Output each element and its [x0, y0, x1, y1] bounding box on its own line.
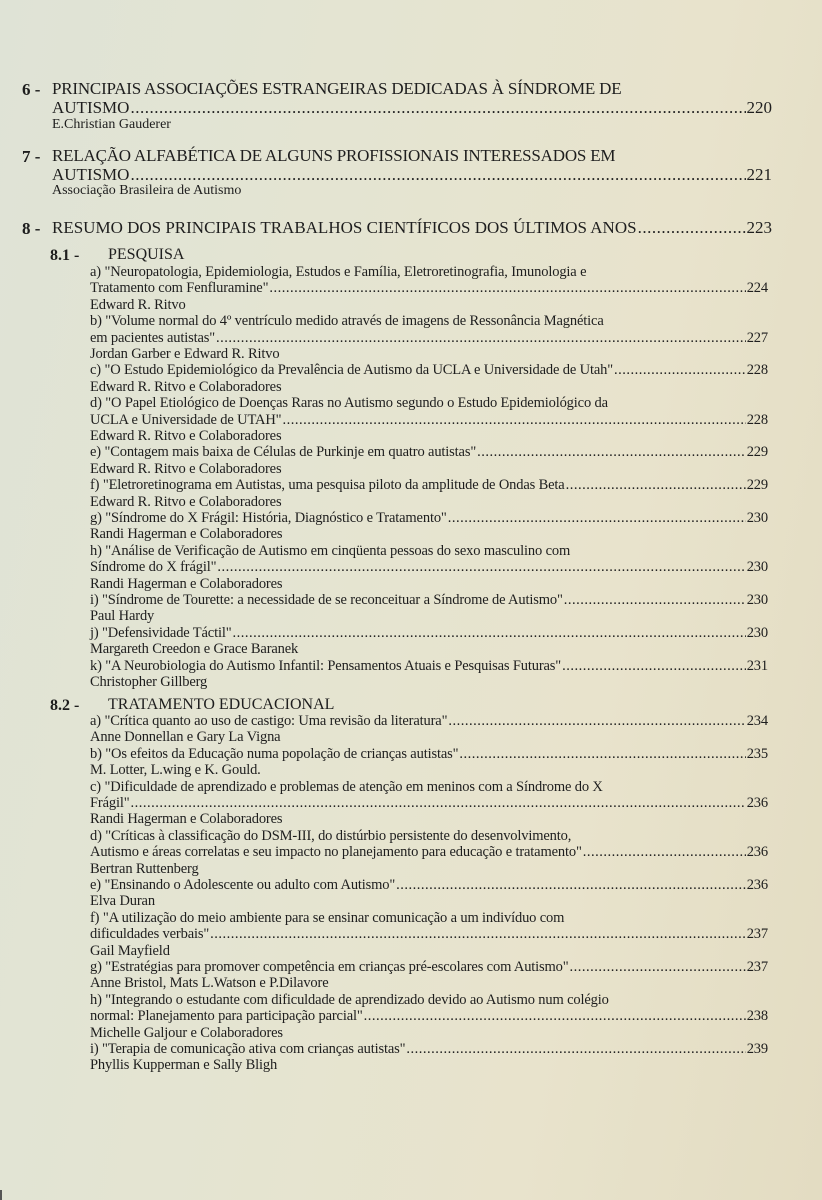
section-author: Associação Brasileira de Autismo	[52, 183, 242, 198]
item-title-leader: Frágil" ..... 236	[90, 795, 768, 812]
page-number: 227	[746, 329, 768, 346]
page-number: 237	[746, 926, 768, 943]
item-author: Phyllis Kupperman e Sally Bligh	[90, 1057, 278, 1074]
page-number: 223	[746, 218, 772, 237]
page-number: 221	[746, 165, 772, 184]
page-edge-mark	[0, 1190, 2, 1200]
item-author: Edward R. Ritvo e Colaboradores	[90, 460, 282, 477]
item-title-line: c) "Dificuldade de aprendizado e problemas de atenção em meninos com a Síndrome do X	[90, 778, 603, 795]
section-title-leader: AUTISMO ..... 221	[52, 165, 772, 185]
item-author: Edward R. Ritvo e Colaboradores	[90, 493, 282, 510]
dot-leader	[396, 877, 746, 894]
item-title-leader: Tratamento com Fenfluramine" ..... 224	[90, 280, 768, 297]
item-title-line: d) "Críticas à classificação do DSM-III, do distúrbio persistente do desenvolvimento,	[90, 827, 572, 844]
dot-leader	[583, 844, 746, 861]
subsection-number: 8.1 -	[50, 247, 80, 264]
dot-leader	[570, 959, 746, 976]
item-author: Michelle Galjour e Colaboradores	[90, 1024, 283, 1041]
item-author: Randi Hagerman e Colaboradores	[90, 575, 283, 592]
dot-leader	[564, 592, 746, 609]
item-title-leader: normal: Planejamento para participação parcial" ..... 238	[90, 1008, 768, 1025]
item-author: Christopher Gillberg	[90, 674, 208, 690]
page-number: 235	[746, 745, 768, 762]
dot-leader	[210, 926, 746, 943]
item-author: Edward R. Ritvo e Colaboradores	[90, 428, 282, 444]
item-title-leader: e) "Contagem mais baixa de Células de Purkinje em quatro autistas" ..... 229	[90, 444, 768, 461]
page-number: 229	[746, 444, 768, 461]
section-number: 6 -	[22, 80, 41, 99]
item-title-line: a) "Neuropatologia, Epidemiologia, Estudos e Família, Eletroretinografia, Imunologia e	[90, 264, 587, 280]
item-author: Edward R. Ritvo	[90, 296, 186, 313]
page-number: 234	[746, 713, 768, 729]
page-number: 239	[746, 1041, 768, 1057]
section-title: PRINCIPAIS ASSOCIAÇÕES ESTRANGEIRAS DEDICADAS À SÍNDROME DE	[52, 79, 622, 98]
item-author: Margareth Creedon e Grace Baranek	[90, 641, 299, 658]
dot-leader	[130, 165, 745, 185]
page-number: 230	[746, 510, 768, 526]
item-title-line: h) "Integrando o estudante com dificuldade de aprendizado devido ao Autismo num colégio	[90, 991, 609, 1008]
section-title: RELAÇÃO ALFABÉTICA DE ALGUNS PROFISSIONAIS INTERESSADOS EM	[52, 146, 616, 165]
item-title-line: f) "A utilização do meio ambiente para se ensinar comunicação a um indivíduo com	[90, 909, 565, 926]
page-number: 236	[746, 795, 768, 811]
item-title-line: b) "Volume normal do 4º ventrículo medido através de imagens de Ressonância Magnética	[90, 313, 604, 330]
section-title-leader: RESUMO DOS PRINCIPAIS TRABALHOS CIENTÍFICOS DOS ÚLTIMOS ANOS ..... 223	[52, 218, 772, 238]
dot-leader	[566, 477, 746, 494]
subsection-number: 8.2 -	[50, 697, 80, 714]
item-title-line: h) "Análise de Verificação de Autismo em cinqüenta pessoas do sexo masculino com	[90, 542, 571, 559]
dot-leader	[282, 412, 745, 429]
page-number: 229	[746, 477, 768, 494]
item-author: Randi Hagerman e Colaboradores	[90, 811, 283, 828]
dot-leader	[406, 1041, 745, 1058]
item-title-leader: j) "Defensividade Táctil" ..... 230	[90, 625, 768, 642]
item-title-leader: em pacientes autistas" ..... 227	[90, 330, 768, 347]
item-author: Elva Duran	[90, 893, 155, 910]
section-number: 8 -	[22, 219, 41, 238]
dot-leader	[459, 746, 745, 763]
item-title-leader: Síndrome do X frágil" ..... 230	[90, 559, 768, 576]
dot-leader	[233, 625, 746, 642]
item-title-leader: k) "A Neurobiologia do Autismo Infantil: Pensamentos Atuais e Pesquisas Futuras" ..... 231	[90, 658, 768, 675]
subsection-title: TRATAMENTO EDUCACIONAL	[108, 696, 335, 713]
item-title-leader: g) "Síndrome do X Frágil: História, Diagnóstico e Tratamento" ..... 230	[90, 510, 768, 527]
page-number: 231	[746, 657, 768, 674]
page-number: 228	[746, 362, 768, 379]
item-title-leader: f) "Eletroretinograma em Autistas, uma pesquisa piloto da amplitude de Ondas Beta ..... 229	[90, 477, 768, 494]
item-author: Bertran Ruttenberg	[90, 860, 199, 877]
item-title-leader: e) "Ensinando o Adolescente ou adulto com Autismo" ..... 236	[90, 877, 768, 894]
page-number: 220	[746, 98, 772, 117]
item-title-leader: i) "Síndrome de Tourette: a necessidade de se reconceituar a Síndrome de Autismo" ..... 230	[90, 592, 768, 609]
item-title-leader: dificuldades verbais" ..... 237	[90, 926, 768, 943]
page-number: 230	[746, 559, 768, 576]
item-title-leader: b) "Os efeitos da Educação numa popolação de crianças autistas" ..... 235	[90, 746, 768, 763]
page-number: 238	[746, 1008, 768, 1025]
item-author: Randi Hagerman e Colaboradores	[90, 526, 283, 543]
dot-leader	[130, 98, 745, 118]
dot-leader	[217, 559, 745, 576]
dot-leader	[448, 713, 745, 730]
dot-leader	[269, 280, 745, 297]
item-author: Paul Hardy	[90, 608, 155, 625]
item-author: Anne Donnellan e Gary La Vigna	[90, 729, 281, 746]
item-title-leader: a) "Crítica quanto ao uso de castigo: Uma revisão da literatura" ..... 234	[90, 713, 768, 730]
item-author: Edward R. Ritvo e Colaboradores	[90, 378, 282, 395]
item-title-leader: i) "Terapia de comunicação ativa com crianças autistas" ..... 239	[90, 1041, 768, 1058]
dot-leader	[448, 510, 746, 527]
item-title-leader: Autismo e áreas correlatas e seu impacto no planejamento para educação e tratamento" ..... 236	[90, 844, 768, 861]
item-title-leader: UCLA e Universidade de UTAH" ..... 228	[90, 412, 768, 429]
item-title-line: d) "O Papel Etiológico de Doenças Raras no Autismo segundo o Estudo Epidemiológico da	[90, 395, 608, 412]
dot-leader	[131, 795, 746, 812]
item-author: Gail Mayfield	[90, 942, 170, 959]
page-number: 236	[746, 844, 768, 861]
item-author: Jordan Garber e Edward R. Ritvo	[90, 346, 280, 362]
page-number: 237	[746, 959, 768, 975]
item-title-leader: c) "O Estudo Epidemiológico da Prevalência de Autismo da UCLA e Universidade de Utah" ..... 228	[90, 362, 768, 379]
dot-leader	[562, 658, 746, 675]
section-number: 7 -	[22, 147, 41, 166]
page-number: 230	[746, 592, 768, 608]
dot-leader	[216, 330, 746, 347]
section-author: E.Christian Gauderer	[52, 117, 171, 132]
item-title-leader: g) "Estratégias para promover competência em crianças pré-escolares com Autismo" ..... 237	[90, 959, 768, 976]
subsection-title: PESQUISA	[108, 246, 185, 263]
item-author: Anne Bristol, Mats L.Watson e P.Dilavore	[90, 975, 329, 992]
dot-leader	[364, 1008, 746, 1025]
dot-leader	[614, 362, 746, 379]
page-number: 236	[746, 877, 768, 893]
page-number: 228	[746, 411, 768, 428]
page-number: 230	[746, 624, 768, 641]
dot-leader	[477, 444, 746, 461]
item-author: M. Lotter, L.wing e K. Gould.	[90, 762, 261, 779]
dot-leader	[638, 218, 746, 238]
page-number: 224	[746, 280, 768, 297]
section-title-leader: AUTISMO ..... 220	[52, 98, 772, 118]
